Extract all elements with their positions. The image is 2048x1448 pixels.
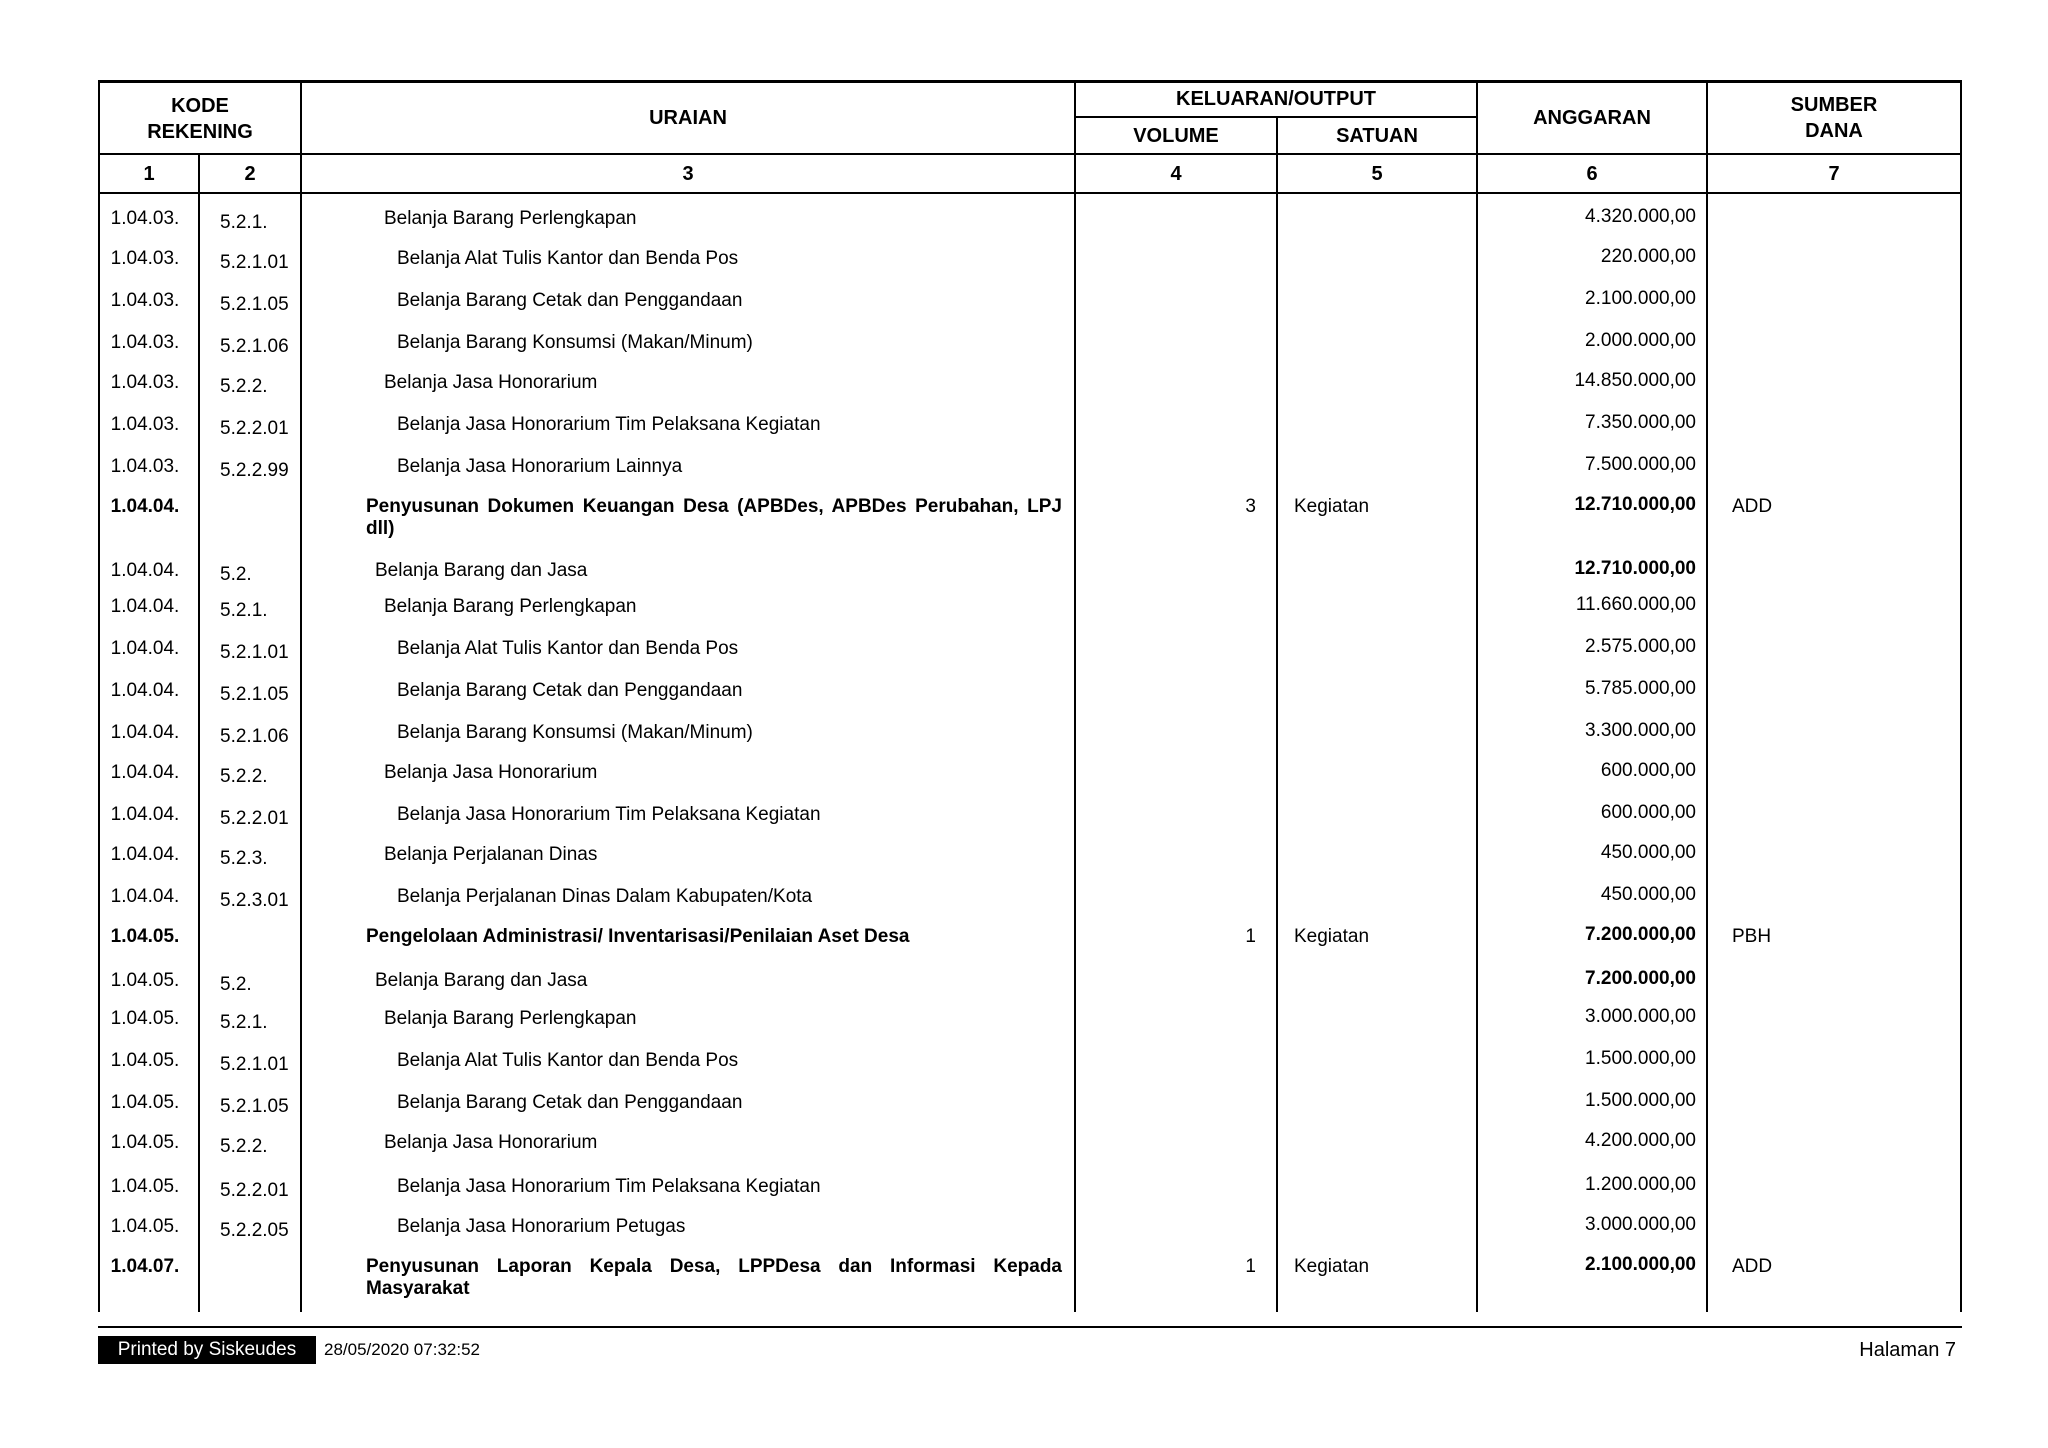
anggaran-value: 12.710.000,00 — [1574, 558, 1696, 579]
satuan-value: Kegiatan — [1294, 926, 1370, 947]
uraian-text: Belanja Jasa Honorarium Tim Pelaksana Kegiatan — [397, 1176, 821, 1197]
anggaran-value: 3.300.000,00 — [1585, 720, 1696, 741]
kode-rekening-2: 5.2.1.06 — [220, 336, 289, 357]
anggaran-value: 11.660.000,00 — [1575, 594, 1696, 615]
sumber-dana-value: ADD — [1732, 496, 1773, 517]
kode-rekening-2: 5.2.2. — [220, 766, 268, 787]
uraian-text: Belanja Barang Cetak dan Penggandaan — [397, 290, 743, 311]
header-keluaran-output: KELUARAN/OUTPUT — [1176, 88, 1376, 110]
kode-rekening-2: 5.2.2.01 — [220, 418, 289, 439]
kode-rekening-1: 1.04.03. — [110, 414, 180, 435]
uraian-text: Belanja Jasa Honorarium Tim Pelaksana Kegiatan — [397, 804, 821, 825]
kode-rekening-1: 1.04.04. — [110, 722, 180, 743]
kode-rekening-2: 5.2.3. — [220, 848, 268, 869]
kode-rekening-2: 5.2.2.01 — [220, 1180, 289, 1201]
volume-value: 1 — [1245, 1256, 1256, 1277]
anggaran-value: 12.710.000,00 — [1574, 494, 1696, 515]
kode-rekening-2: 5.2.1.01 — [220, 642, 289, 663]
kode-rekening-1: 1.04.05. — [110, 1050, 180, 1071]
kode-rekening-1: 1.04.04. — [110, 886, 180, 907]
uraian-text: Belanja Jasa Honorarium — [384, 762, 598, 783]
uraian-text: Belanja Barang Perlengkapan — [384, 596, 637, 617]
kode-rekening-1: 1.04.04. — [110, 638, 180, 659]
kode-rekening-1: 1.04.04. — [110, 762, 180, 783]
volume-value: 3 — [1245, 496, 1256, 517]
uraian-text: Penyusunan Dokumen Keuangan Desa (APBDes, APBDes Perubahan, LPJ dll) — [366, 496, 1062, 539]
kode-rekening-2: 5.2. — [220, 564, 252, 585]
kode-rekening-1: 1.04.05. — [110, 970, 180, 991]
uraian-text: Belanja Barang Perlengkapan — [384, 208, 637, 229]
uraian-text: Belanja Jasa Honorarium — [384, 1132, 598, 1153]
kode-rekening-1: 1.04.03. — [110, 208, 180, 229]
uraian-text: Belanja Jasa Honorarium — [384, 372, 598, 393]
header-uraian: URAIAN — [649, 107, 727, 129]
kode-rekening-2: 5.2.1. — [220, 212, 268, 233]
anggaran-value: 7.200.000,00 — [1585, 924, 1696, 945]
kode-rekening-1: 1.04.04. — [110, 844, 180, 865]
anggaran-value: 2.000.000,00 — [1585, 330, 1696, 351]
kode-rekening-2: 5.2.2. — [220, 1136, 268, 1157]
anggaran-value: 600.000,00 — [1600, 802, 1696, 823]
uraian-text: Belanja Barang dan Jasa — [375, 560, 588, 581]
uraian-text: Belanja Alat Tulis Kantor dan Benda Pos — [397, 248, 739, 269]
uraian-text: Belanja Barang Cetak dan Penggandaan — [397, 680, 743, 701]
kode-rekening-1: 1.04.04. — [110, 496, 180, 517]
kode-rekening-1: 1.04.04. — [110, 596, 180, 617]
uraian-text: Belanja Barang Perlengkapan — [384, 1008, 637, 1029]
anggaran-value: 2.100.000,00 — [1585, 288, 1696, 309]
header-satuan: SATUAN — [1336, 125, 1418, 147]
col-number-1: 1 — [143, 163, 155, 185]
printed-by-badge: Printed by Siskeudes — [98, 1336, 316, 1364]
col-divider-2-3 — [300, 80, 302, 1312]
page-number: Halaman 7 — [1859, 1339, 1956, 1361]
anggaran-value: 450.000,00 — [1600, 884, 1696, 905]
anggaran-value: 7.500.000,00 — [1585, 454, 1696, 475]
anggaran-value: 1.500.000,00 — [1585, 1048, 1696, 1069]
col-number-bottom-border — [98, 192, 1962, 194]
col-divider-4-5 — [1276, 116, 1278, 1312]
kode-rekening-1: 1.04.07. — [110, 1256, 180, 1277]
col-number-7: 7 — [1828, 163, 1840, 185]
kode-rekening-2: 5.2.1.06 — [220, 726, 289, 747]
header-anggaran: ANGGARAN — [1533, 107, 1651, 129]
kode-rekening-2: 5.2.1.01 — [220, 1054, 289, 1075]
kode-rekening-2: 5.2.2. — [220, 376, 268, 397]
footer-rule — [98, 1326, 1962, 1328]
anggaran-value: 220.000,00 — [1600, 246, 1696, 267]
col-divider-3-4 — [1074, 80, 1076, 1312]
uraian-text: Belanja Alat Tulis Kantor dan Benda Pos — [397, 638, 739, 659]
kode-rekening-1: 1.04.05. — [110, 1008, 180, 1029]
uraian-text: Belanja Jasa Honorarium Tim Pelaksana Kegiatan — [397, 414, 821, 435]
kode-rekening-1: 1.04.04. — [110, 560, 180, 581]
col-divider-5-6 — [1476, 80, 1478, 1312]
kode-rekening-1: 1.04.03. — [110, 332, 180, 353]
satuan-value: Kegiatan — [1294, 496, 1370, 517]
kode-rekening-2: 5.2.2.99 — [220, 460, 289, 481]
anggaran-value: 3.000.000,00 — [1585, 1006, 1696, 1027]
uraian-text: Belanja Barang dan Jasa — [375, 970, 588, 991]
anggaran-value: 450.000,00 — [1600, 842, 1696, 863]
anggaran-value: 2.575.000,00 — [1585, 636, 1696, 657]
anggaran-value: 600.000,00 — [1600, 760, 1696, 781]
anggaran-value: 5.785.000,00 — [1585, 678, 1696, 699]
kode-rekening-2: 5.2.1.05 — [220, 1096, 289, 1117]
kode-rekening-1: 1.04.05. — [110, 1092, 180, 1113]
uraian-text: Belanja Alat Tulis Kantor dan Benda Pos — [397, 1050, 739, 1071]
col-number-5: 5 — [1371, 163, 1383, 185]
anggaran-value: 1.500.000,00 — [1585, 1090, 1696, 1111]
uraian-text: Belanja Barang Cetak dan Penggandaan — [397, 1092, 743, 1113]
kode-rekening-1: 1.04.04. — [110, 804, 180, 825]
kode-rekening-2: 5.2.1. — [220, 1012, 268, 1033]
header-kode-rekening: KODE REKENING — [147, 95, 253, 143]
kode-rekening-2: 5.2.2.05 — [220, 1220, 289, 1241]
anggaran-value: 2.100.000,00 — [1585, 1254, 1696, 1275]
kode-rekening-1: 1.04.05. — [110, 1216, 180, 1237]
col-divider-6-7 — [1706, 80, 1708, 1312]
uraian-text: Belanja Jasa Honorarium Petugas — [397, 1216, 686, 1237]
kode-rekening-1: 1.04.03. — [110, 372, 180, 393]
kode-rekening-2: 5.2.2.01 — [220, 808, 289, 829]
col-number-2: 2 — [244, 163, 256, 185]
kode-rekening-2: 5.2.1.01 — [220, 252, 289, 273]
table-top-border — [98, 80, 1962, 83]
anggaran-value: 4.200.000,00 — [1585, 1130, 1696, 1151]
anggaran-value: 14.850.000,00 — [1574, 370, 1696, 391]
kode-rekening-1: 1.04.05. — [110, 1176, 180, 1197]
col-divider-1-2 — [198, 153, 200, 1312]
uraian-text: Belanja Jasa Honorarium Lainnya — [397, 456, 683, 477]
anggaran-value: 7.350.000,00 — [1585, 412, 1696, 433]
anggaran-value: 1.200.000,00 — [1585, 1174, 1696, 1195]
col-number-4: 4 — [1170, 163, 1182, 185]
uraian-text: Belanja Perjalanan Dinas Dalam Kabupaten/Kota — [397, 886, 813, 907]
anggaran-value: 4.320.000,00 — [1585, 206, 1696, 227]
sumber-dana-value: ADD — [1732, 1256, 1773, 1277]
kode-rekening-2: 5.2. — [220, 974, 252, 995]
print-timestamp: 28/05/2020 07:32:52 — [324, 1340, 480, 1359]
kode-rekening-1: 1.04.05. — [110, 926, 180, 947]
satuan-value: Kegiatan — [1294, 1256, 1370, 1277]
header-sumber-dana: SUMBER DANA — [1790, 94, 1878, 142]
kode-rekening-1: 1.04.04. — [110, 680, 180, 701]
table-right-border — [1960, 80, 1962, 1312]
kode-rekening-2: 5.2.3.01 — [220, 890, 289, 911]
kode-rekening-1: 1.04.03. — [110, 456, 180, 477]
kode-rekening-2: 5.2.1. — [220, 600, 268, 621]
anggaran-value: 7.200.000,00 — [1585, 968, 1696, 989]
kode-rekening-2: 5.2.1.05 — [220, 294, 289, 315]
volume-value: 1 — [1245, 926, 1256, 947]
col-number-6: 6 — [1586, 163, 1598, 185]
header-volume: VOLUME — [1133, 125, 1219, 147]
kode-rekening-1: 1.04.03. — [110, 290, 180, 311]
uraian-text: Pengelolaan Administrasi/ Inventarisasi/Penilaian Aset Desa — [366, 926, 910, 947]
kode-rekening-1: 1.04.03. — [110, 248, 180, 269]
kode-rekening-2: 5.2.1.05 — [220, 684, 289, 705]
header-bottom-border — [98, 153, 1962, 155]
uraian-text: Belanja Barang Konsumsi (Makan/Minum) — [397, 722, 753, 743]
uraian-text: Belanja Barang Konsumsi (Makan/Minum) — [397, 332, 753, 353]
kode-rekening-1: 1.04.05. — [110, 1132, 180, 1153]
sumber-dana-value: PBH — [1732, 926, 1772, 947]
anggaran-value: 3.000.000,00 — [1585, 1214, 1696, 1235]
uraian-text: Belanja Perjalanan Dinas — [384, 844, 598, 865]
uraian-text: Penyusunan Laporan Kepala Desa, LPPDesa dan Informasi Kepada Masyarakat — [366, 1256, 1062, 1299]
col-number-3: 3 — [682, 163, 694, 185]
